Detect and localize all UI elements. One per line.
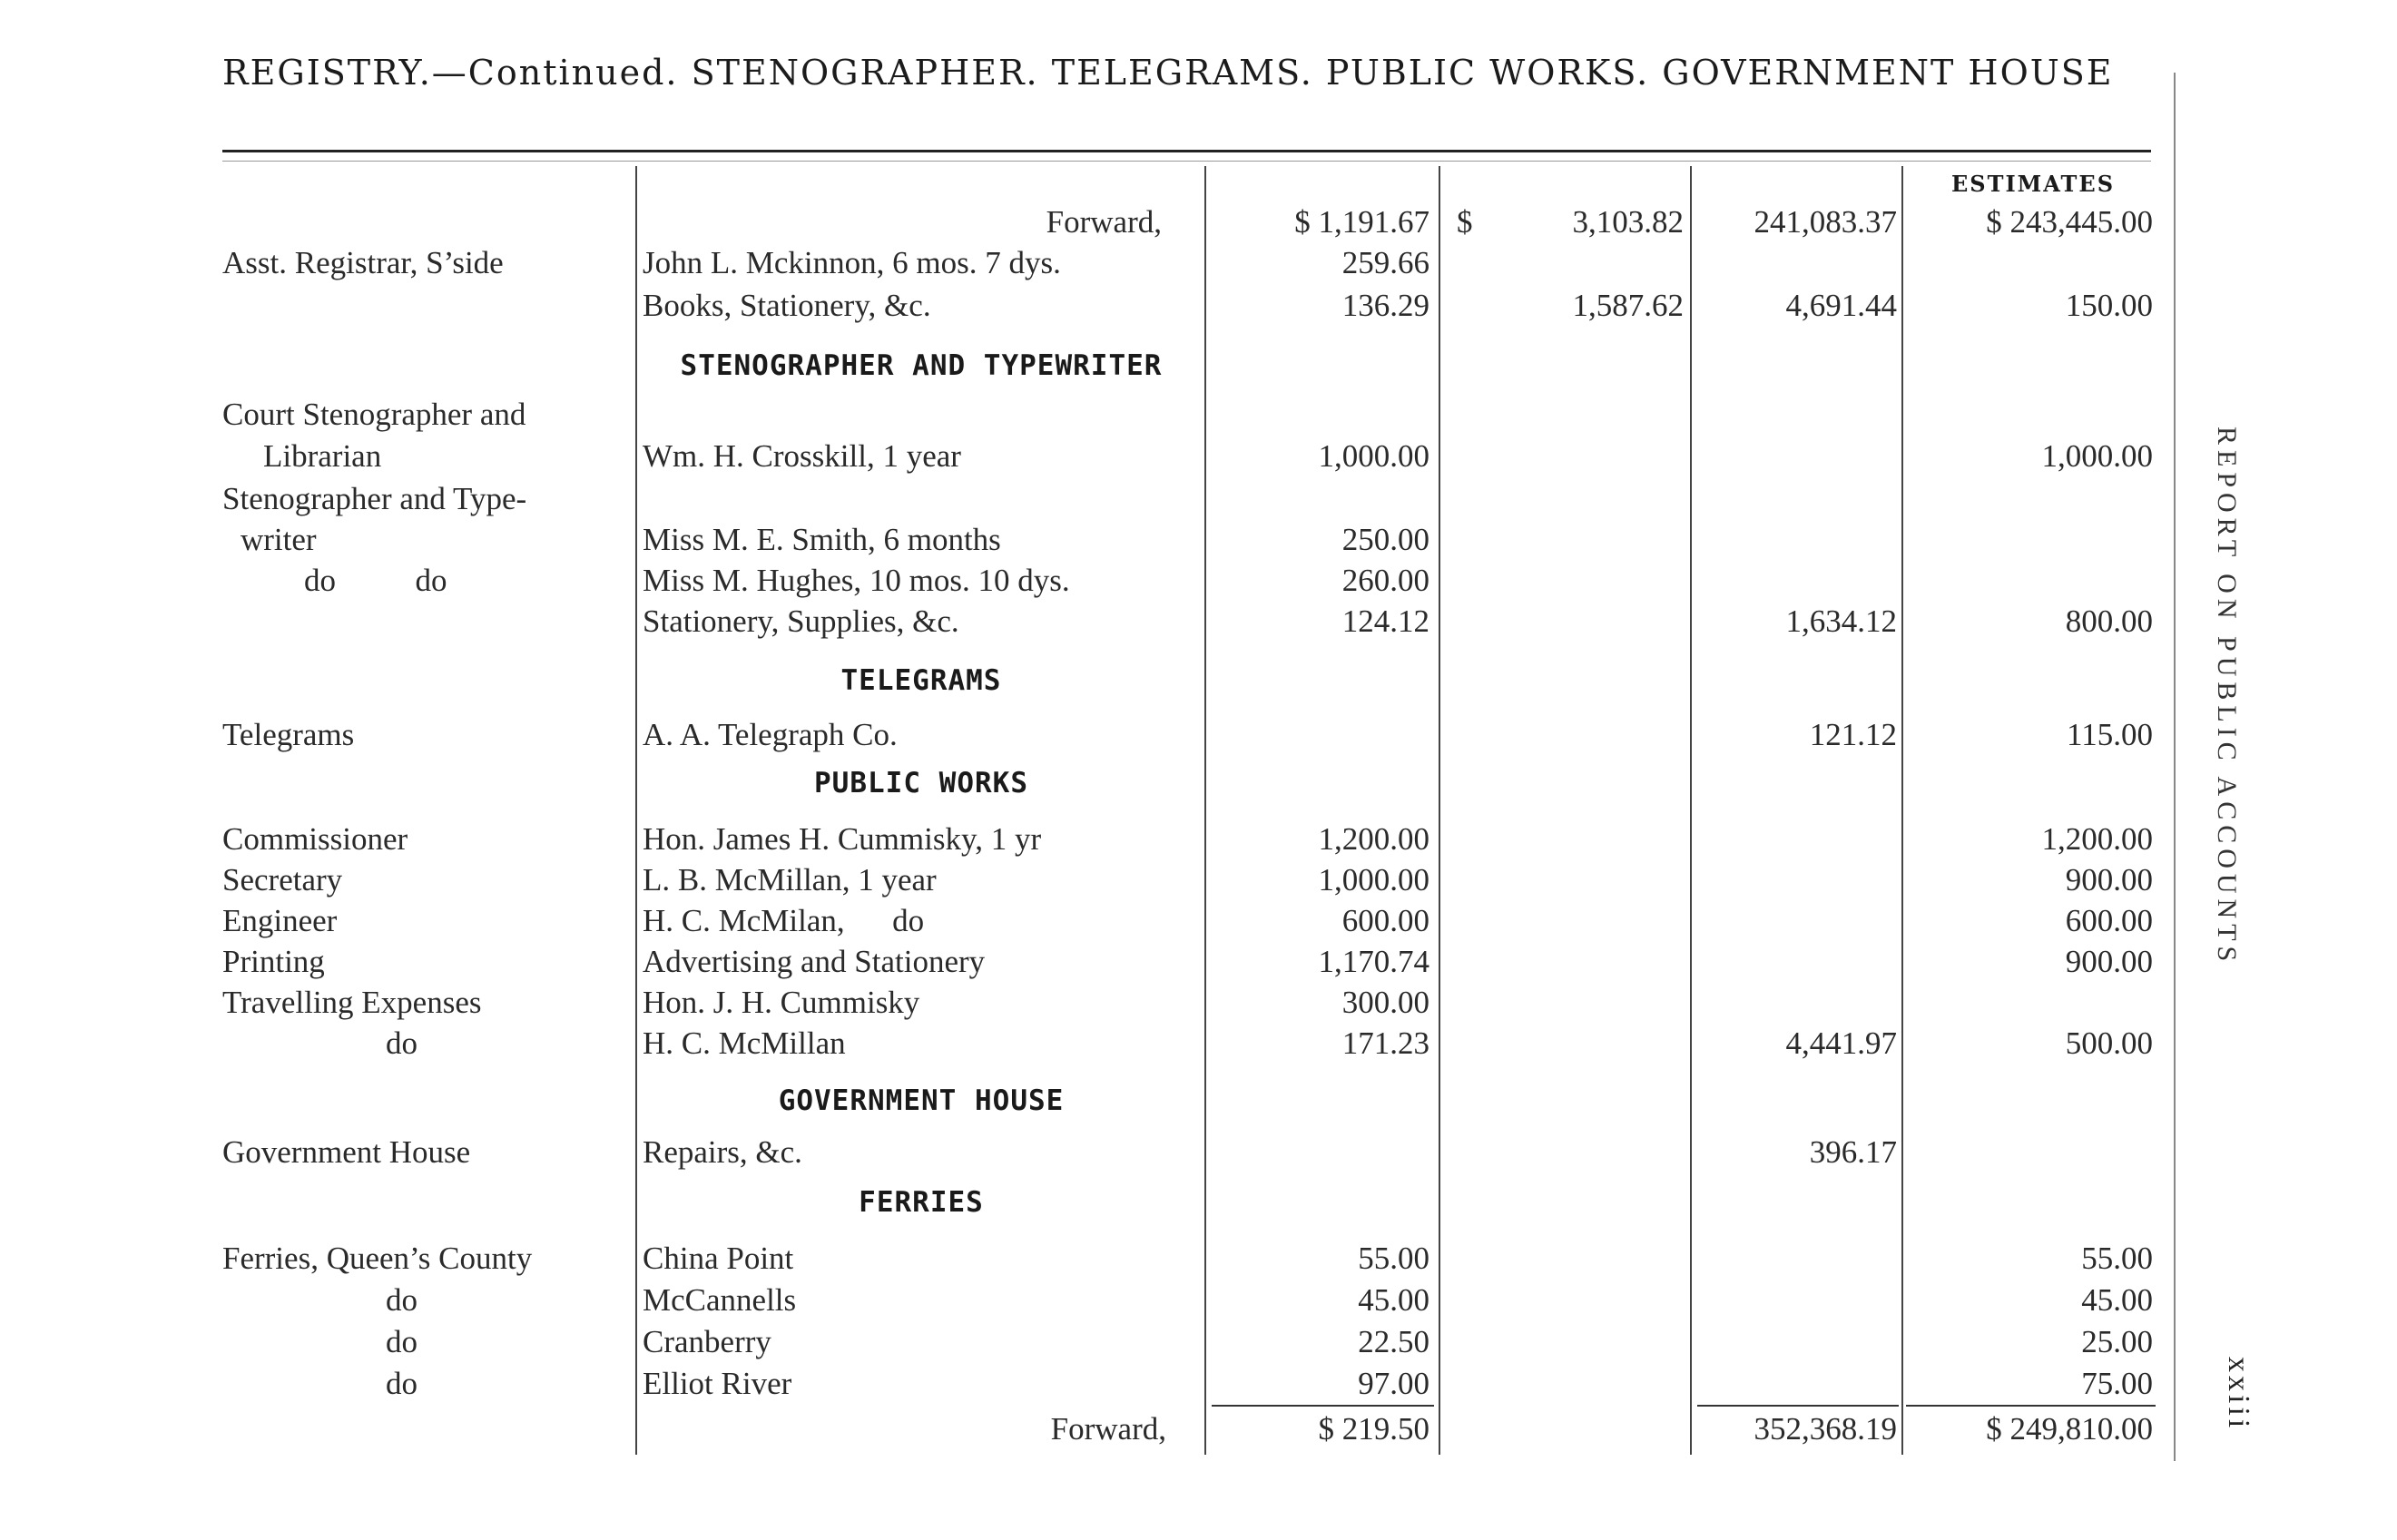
row-description: China Point xyxy=(643,1241,794,1276)
row-amount-c3: 4,441.97 xyxy=(1785,1025,1897,1061)
row-label: do xyxy=(386,1025,418,1061)
row-description: Elliot River xyxy=(643,1366,792,1401)
row-description: Repairs, &c. xyxy=(643,1134,802,1170)
row-label: do xyxy=(386,1366,418,1401)
row-description: Hon. James H. Cummisky, 1 yr xyxy=(643,821,1042,857)
row-amount-c1: 171.23 xyxy=(1341,1025,1429,1061)
row-description: Books, Stationery, &c. xyxy=(643,288,931,323)
row-label: Asst. Registrar, S’side xyxy=(222,245,504,280)
row-amount-c1: 259.66 xyxy=(1341,245,1429,280)
row-amount-c4: 1,000.00 xyxy=(2041,438,2153,474)
header-rule-thick xyxy=(222,150,2151,152)
row-amount-c4: 500.00 xyxy=(2065,1025,2153,1061)
column-divider xyxy=(635,166,637,1455)
row-amount-c1: 1,200.00 xyxy=(1318,821,1429,857)
row-amount-c4: 800.00 xyxy=(2065,603,2153,639)
page-edge-line xyxy=(2174,73,2176,1461)
section-heading-government-house: GOVERNMENT HOUSE xyxy=(778,1084,1065,1117)
row-amount-c1: 136.29 xyxy=(1341,288,1429,323)
row-amount-c4: 900.00 xyxy=(2065,944,2153,979)
row-description: Cranberry xyxy=(643,1324,771,1359)
total-underline xyxy=(1906,1405,2156,1407)
section-heading-public-works: PUBLIC WORKS xyxy=(814,767,1028,799)
row-label: Telegrams xyxy=(222,717,355,752)
column-divider xyxy=(1901,166,1903,1455)
forward-col2-dollar: $ xyxy=(1457,204,1473,240)
row-amount-c1: 600.00 xyxy=(1341,903,1429,938)
page-number: xxiii xyxy=(2222,1357,2255,1432)
row-description: Hon. J. H. Cummisky xyxy=(643,985,920,1020)
estimates-heading: ESTIMATES xyxy=(1950,171,2116,197)
forward-col4: $ 243,445.00 xyxy=(1986,204,2153,240)
row-amount-c3: 396.17 xyxy=(1809,1134,1897,1170)
row-amount-c1: 300.00 xyxy=(1341,985,1429,1020)
row-amount-c1: 260.00 xyxy=(1341,563,1429,598)
row-amount-c1: 97.00 xyxy=(1358,1366,1429,1401)
column-divider xyxy=(1204,166,1206,1455)
forward-bottom-col4: $ 249,810.00 xyxy=(1986,1411,2153,1447)
row-amount-c4: 75.00 xyxy=(2081,1366,2153,1401)
page-header: REGISTRY.—Continued. STENOGRAPHER. TELEGRAMS. PUBLIC WORKS. GOVERNMENT HOUSE xyxy=(222,53,2114,93)
row-amount-c1: 1,170.74 xyxy=(1318,944,1429,979)
row-label: writer xyxy=(241,522,317,557)
row-amount-c3: 121.12 xyxy=(1809,717,1897,752)
row-amount-c3: 4,691.44 xyxy=(1785,288,1897,323)
row-label: Commissioner xyxy=(222,821,408,857)
row-amount-c4: 900.00 xyxy=(2065,862,2153,898)
header-rule-thin xyxy=(222,161,2151,162)
row-amount-c4: 25.00 xyxy=(2081,1324,2153,1359)
row-amount-c1: 1,000.00 xyxy=(1318,862,1429,898)
column-divider xyxy=(1439,166,1440,1455)
row-amount-c1: 124.12 xyxy=(1341,603,1429,639)
row-description: Miss M. E. Smith, 6 months xyxy=(643,522,1001,557)
row-amount-c1: 250.00 xyxy=(1341,522,1429,557)
total-underline xyxy=(1697,1405,1899,1407)
forward-bottom-col3: 352,368.19 xyxy=(1754,1411,1897,1447)
row-description: Stationery, Supplies, &c. xyxy=(643,603,959,639)
row-amount-c1: 1,000.00 xyxy=(1318,438,1429,474)
row-label: do xyxy=(386,1282,418,1318)
row-label: Travelling Expenses xyxy=(222,985,482,1020)
forward-bottom-col1: $ 219.50 xyxy=(1318,1411,1429,1447)
section-heading-ferries: FERRIES xyxy=(859,1186,984,1219)
row-description: Miss M. Hughes, 10 mos. 10 dys. xyxy=(643,563,1070,598)
forward-col3: 241,083.37 xyxy=(1754,204,1897,240)
row-label: Printing xyxy=(222,944,325,979)
row-amount-c4: 55.00 xyxy=(2081,1241,2153,1276)
row-amount-c2: 1,587.62 xyxy=(1572,288,1684,323)
row-label: Secretary xyxy=(222,862,343,898)
row-description: L. B. McMillan, 1 year xyxy=(643,862,937,898)
forward-label: Forward, xyxy=(1046,204,1162,240)
row-label: Ferries, Queen’s County xyxy=(222,1241,533,1276)
column-divider xyxy=(1690,166,1692,1455)
row-description: Wm. H. Crosskill, 1 year xyxy=(643,438,961,474)
row-description: H. C. McMilan, do xyxy=(643,903,925,938)
row-amount-c4: 150.00 xyxy=(2065,288,2153,323)
row-label: Government House xyxy=(222,1134,471,1170)
row-label: Court Stenographer and xyxy=(222,397,526,432)
row-label: Librarian xyxy=(263,438,382,474)
row-label: Stenographer and Type- xyxy=(222,481,527,516)
row-amount-c4: 600.00 xyxy=(2065,903,2153,938)
row-amount-c1: 55.00 xyxy=(1358,1241,1429,1276)
row-description: McCannells xyxy=(643,1282,797,1318)
row-amount-c1: 22.50 xyxy=(1358,1324,1429,1359)
row-description: Advertising and Stationery xyxy=(643,944,986,979)
row-label: do do xyxy=(304,563,447,598)
row-label: Engineer xyxy=(222,903,338,938)
row-amount-c3: 1,634.12 xyxy=(1785,603,1897,639)
total-underline xyxy=(1212,1405,1434,1407)
forward-col1: $ 1,191.67 xyxy=(1294,204,1429,240)
row-amount-c1: 45.00 xyxy=(1358,1282,1429,1318)
section-heading-stenographer: STENOGRAPHER AND TYPEWRITER xyxy=(680,349,1163,382)
forward-col2: 3,103.82 xyxy=(1572,204,1684,240)
row-amount-c4: 45.00 xyxy=(2081,1282,2153,1318)
section-heading-telegrams: TELEGRAMS xyxy=(840,664,1002,697)
row-description: A. A. Telegraph Co. xyxy=(643,717,898,752)
row-amount-c4: 115.00 xyxy=(2067,717,2153,752)
row-amount-c4: 1,200.00 xyxy=(2041,821,2153,857)
row-description: John L. Mckinnon, 6 mos. 7 dys. xyxy=(643,245,1061,280)
row-description: H. C. McMillan xyxy=(643,1025,846,1061)
row-label: do xyxy=(386,1324,418,1359)
side-title: REPORT ON PUBLIC ACCOUNTS xyxy=(2212,427,2242,967)
forward-bottom-label: Forward, xyxy=(1050,1411,1166,1447)
